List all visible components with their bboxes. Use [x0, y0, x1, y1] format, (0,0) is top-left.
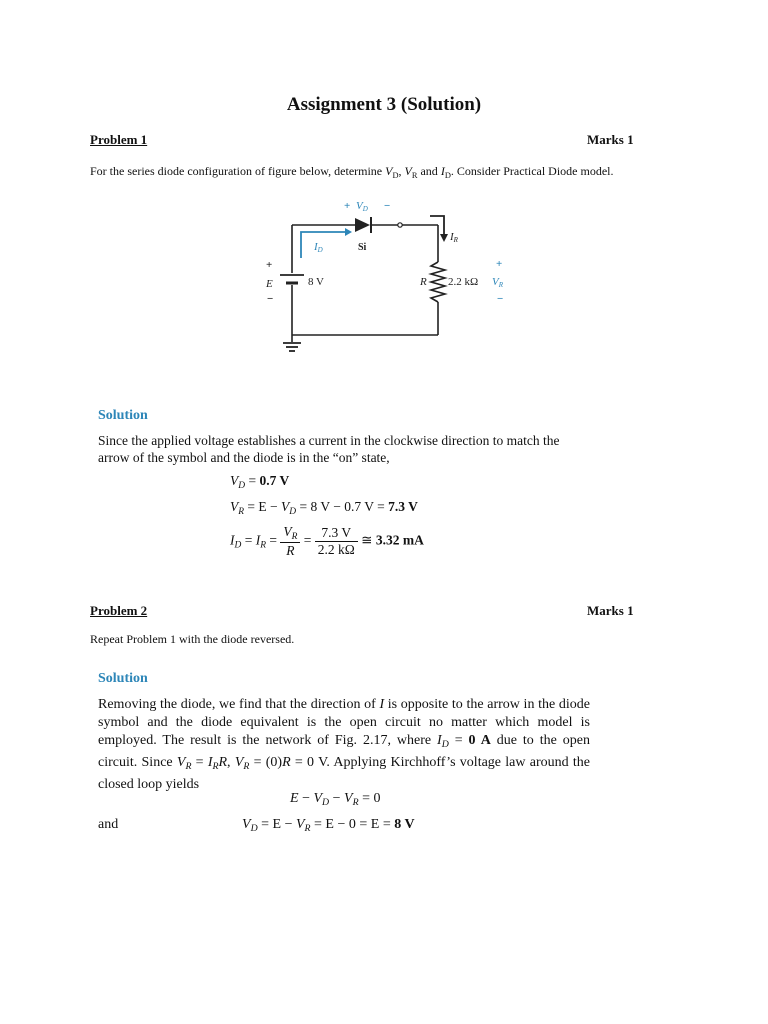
statement-text: For the series diode configuration of figure below, determine	[90, 164, 386, 178]
resistor-symbol	[431, 262, 445, 302]
var-sub: D	[392, 171, 399, 180]
source-value: 8 V	[308, 276, 324, 288]
var-v: V	[404, 164, 412, 178]
r-value: 2.2 kΩ	[448, 276, 479, 288]
fraction: $\frac{7.3 V}{2.2 k\Omega}$	[315, 525, 358, 558]
problem-1-heading: Problem 1	[90, 132, 148, 147]
id-label: ID	[314, 241, 323, 254]
arrow-head-icon	[345, 228, 352, 236]
battery-symbol	[280, 275, 304, 283]
problem-1-statement: For the series diode configuration of figure below, determine $V_D$, $V_R$ and $I_D$. Consider Practical Diode model.	[90, 164, 614, 180]
series-diode-circuit	[250, 190, 530, 360]
vr-label: VR	[492, 276, 504, 289]
equation-vd-result: $V_D = E - V_R = E - 0 = E = 8$ V	[242, 817, 415, 834]
node-dot	[398, 223, 402, 227]
id-current-arrow	[301, 232, 345, 258]
vd-minus: −	[384, 200, 391, 212]
equation-id: $I_D = I_R$ = $\frac{V_R}{R}$ = $\frac{7.3 V}{2.2 k\Omega}$ ≅ 3.32 mA	[230, 524, 424, 558]
statement-text-end: . Consider Practical Diode model.	[450, 164, 614, 178]
problem-2-heading: Problem 2	[90, 603, 148, 618]
document-title: Assignment 3 (Solution)	[286, 94, 482, 115]
ir-current-arrow	[430, 216, 444, 236]
fraction: $\frac{V_R}{R}$	[280, 524, 300, 559]
var-i: I	[440, 164, 445, 178]
problem-2-statement: Repeat Problem 1 with the diode reversed.	[90, 632, 295, 646]
var-sub: R	[411, 171, 418, 180]
problem-1-solution-heading: Solution	[98, 408, 148, 423]
vd-plus: +	[344, 200, 351, 212]
problem-2-solution-heading: Solution	[98, 671, 148, 686]
vd-label: VD	[356, 200, 368, 213]
var-v: V	[385, 164, 393, 178]
diode-symbol	[355, 217, 371, 233]
arrow-head-icon	[440, 234, 448, 242]
ir-label: IR	[450, 231, 458, 244]
e-label: E	[266, 278, 273, 290]
problem-1-marks: Marks 1	[587, 132, 634, 147]
r-label: R	[420, 276, 427, 288]
e-minus: −	[267, 293, 274, 305]
problem-2-marks: Marks 1	[587, 603, 634, 618]
vr-minus: −	[497, 293, 504, 305]
equation-vd: $V_D = 0.7$ V	[230, 473, 290, 491]
and-label: and	[98, 817, 119, 832]
vr-plus: +	[496, 258, 503, 270]
diode-label: Si	[358, 242, 367, 253]
e-plus: +	[266, 259, 273, 271]
and-word: and	[420, 164, 438, 178]
problem-1-solution-text: Since the applied voltage establishes a current in the clockwise direction to match the arrow of the symbol and the diode is in the “on” state,	[98, 433, 560, 465]
equation-vr: $V_R = E - V_D = 8$ V − 0.7 V = 7.3 V	[230, 499, 418, 517]
ground-icon	[283, 343, 301, 351]
problem-2-solution-text: Removing the diode, we find that the direction of I is opposite to the arrow in the diode symbol and the diode equivalent is the open circuit no matter which model is employed. The result is the network of Fig. 2.17, where $I_D = 0$ A due to the open circuit. Since $V_R = I_RR$, $V_R = (0)R = 0$ V. Applying Kirchhoff’s voltage law around the closed loop yields	[98, 697, 590, 792]
equation-kvl: $E - V_D - V_R = 0$	[290, 791, 381, 808]
var-sub: D	[444, 171, 451, 180]
